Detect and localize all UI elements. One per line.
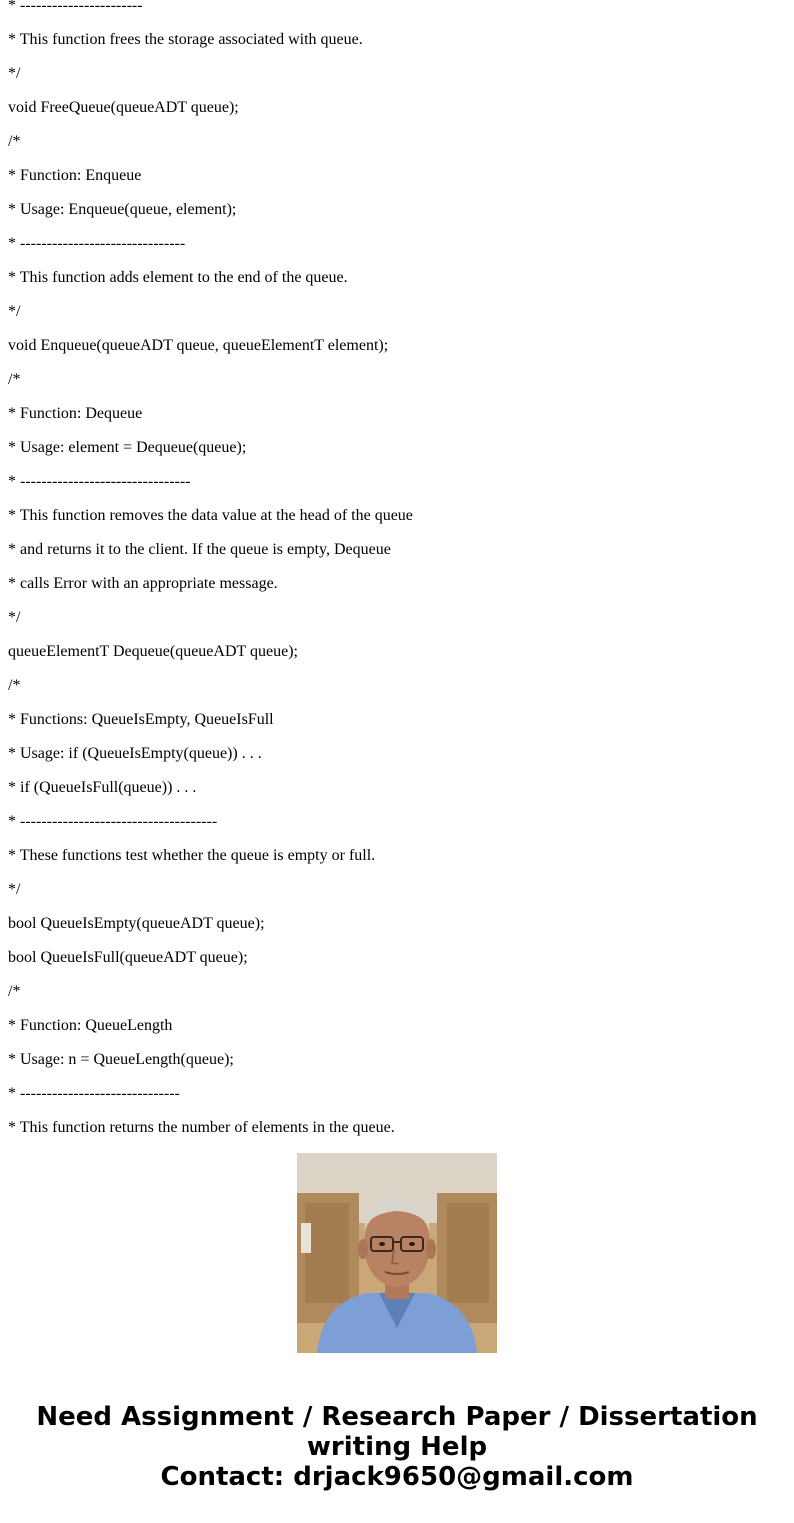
author-avatar bbox=[297, 1153, 497, 1353]
code-line: * This function frees the storage associated with queue. bbox=[8, 31, 363, 48]
code-line: * and returns it to the client. If the queue is empty, Dequeue bbox=[8, 541, 391, 558]
code-line: * Usage: Enqueue(queue, element); bbox=[8, 201, 237, 218]
code-line: * Usage: if (QueueIsEmpty(queue)) . . . bbox=[8, 745, 262, 762]
code-line: * This function returns the number of elements in the queue. bbox=[8, 1119, 395, 1136]
code-lines bbox=[8, 0, 788, 1145]
avatar-portrait-image bbox=[297, 1153, 497, 1353]
code-line: * if (QueueIsFull(queue)) . . . bbox=[8, 779, 197, 796]
code-line: * ----------------------- bbox=[8, 0, 143, 14]
code-line: * ------------------------------- bbox=[8, 235, 186, 252]
code-line: */ bbox=[8, 303, 21, 320]
code-line: * Functions: QueueIsEmpty, QueueIsFull bbox=[8, 711, 274, 728]
code-line: queueElementT Dequeue(queueADT queue); bbox=[8, 643, 298, 660]
promo-headline: Need Assignment / Research Paper / Dissertation bbox=[36, 1402, 758, 1432]
code-line: * These functions test whether the queue is empty or full. bbox=[8, 847, 376, 864]
code-line: */ bbox=[8, 881, 21, 898]
code-line: * This function adds element to the end of the queue. bbox=[8, 269, 348, 286]
code-line: void FreeQueue(queueADT queue); bbox=[8, 99, 239, 116]
code-line: /* bbox=[8, 983, 21, 1000]
code-line: * ------------------------------------- bbox=[8, 813, 218, 830]
promo-banner bbox=[0, 1402, 794, 1492]
code-line: * -------------------------------- bbox=[8, 473, 191, 490]
code-line: * calls Error with an appropriate message. bbox=[8, 575, 278, 592]
promo-contact: Contact: drjack9650@gmail.com bbox=[160, 1462, 634, 1492]
code-line: * This function removes the data value at the head of the queue bbox=[8, 507, 413, 524]
code-line: * Function: Enqueue bbox=[8, 167, 142, 184]
code-line: * ------------------------------ bbox=[8, 1085, 180, 1102]
code-line: bool QueueIsFull(queueADT queue); bbox=[8, 949, 248, 966]
promo-subheadline: writing Help bbox=[306, 1432, 488, 1462]
code-line: */ bbox=[8, 65, 21, 82]
code-line: bool QueueIsEmpty(queueADT queue); bbox=[8, 915, 265, 932]
code-line: /* bbox=[8, 133, 21, 150]
code-line: */ bbox=[8, 609, 21, 626]
code-line: * Function: QueueLength bbox=[8, 1017, 173, 1034]
code-line: void Enqueue(queueADT queue, queueElementT element); bbox=[8, 337, 389, 354]
code-line: * Function: Dequeue bbox=[8, 405, 143, 422]
code-line: /* bbox=[8, 677, 21, 694]
code-line: * Usage: n = QueueLength(queue); bbox=[8, 1051, 234, 1068]
code-line: * Usage: element = Dequeue(queue); bbox=[8, 439, 247, 456]
code-line: /* bbox=[8, 371, 21, 388]
